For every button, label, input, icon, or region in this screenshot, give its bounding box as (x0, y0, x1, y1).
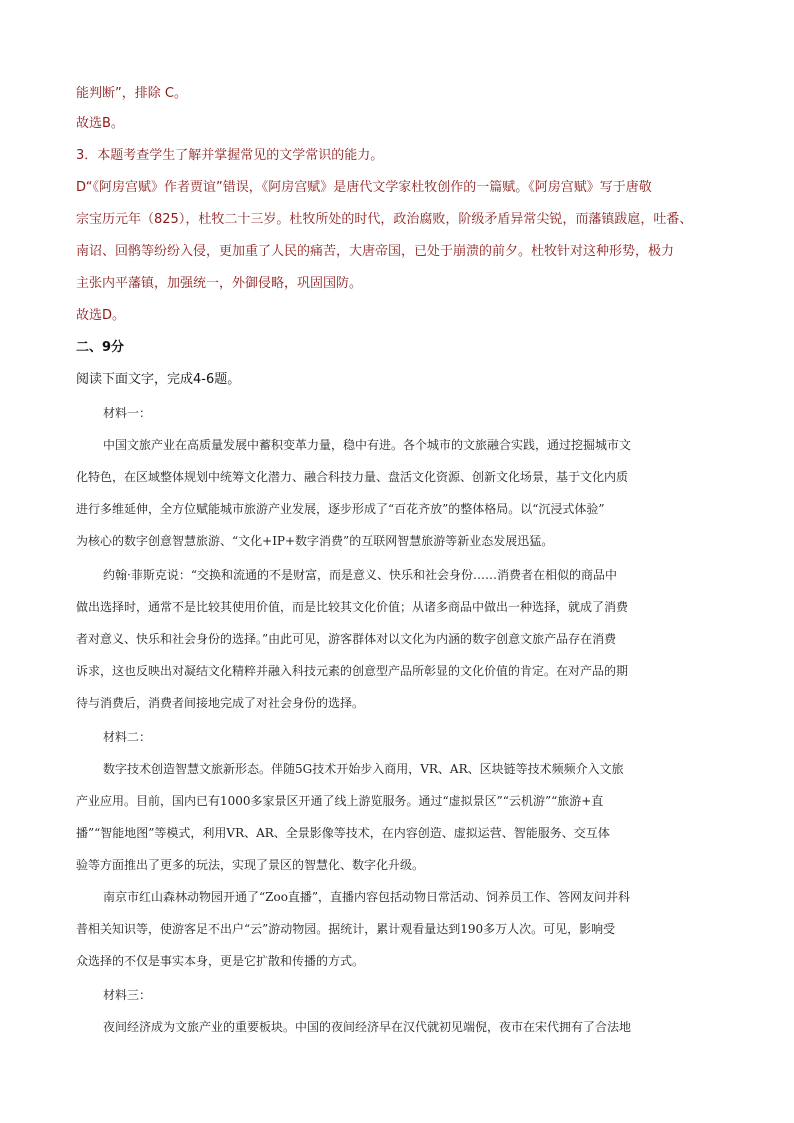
answer-line: 主张内平藩镇，加强统一，外御侵略，巩固国防。 (76, 276, 363, 291)
paragraph-line: 者对意义、快乐和社会身份的选择。”由此可见，游客群体对以文化为内涵的数字创意文旅产品存在消费 (76, 632, 617, 646)
answer-line: 南诏、回鹘等纷纷入侵，更加重了人民的痛苦，大唐帝国，已处于崩溃的前夕。杜牧针对这种形势，极力 (76, 244, 675, 259)
answer-line: 能判断”，排除 C。 (76, 86, 187, 101)
paragraph-line: 诉求，这也反映出对凝结文化精粹并融入科技元素的创意型产品所彰显的文化价值的肯定。在对产品的期 (76, 664, 629, 678)
answer-line: 故选B。 (76, 116, 124, 131)
paragraph-line: 夜间经济成为文旅产业的重要板块。中国的夜间经济早在汉代就初见端倪，夜市在宋代拥有了合法地 (103, 1020, 632, 1034)
paragraph-line: 化特色，在区域整体规划中统筹文化潜力、融合科技力量、盘活文化资源、创新文化场景，基于文化内质 (76, 470, 629, 484)
section-instruction: 阅读下面文字，完成4-6题。 (76, 372, 241, 387)
paragraph-line: 产业应用。目前，国内已有1000多家景区开通了线上游览服务。通过“虚拟景区”“云机游”“旅游+直 (76, 794, 604, 808)
section-heading: 二、9分 (76, 340, 125, 355)
paragraph-line: 播”“智能地图”等模式，利用VR、AR、全景影像等技术，在内容创造、虚拟运营、智能服务、交互体 (76, 826, 610, 840)
question-3-title: 3．本题考查学生了解并掌握常见的文学常识的能力。 (76, 148, 384, 163)
material-label: 材料一： (103, 406, 152, 420)
answer-line: D“《阿房宫赋》作者贾谊”错误，《阿房宫赋》是唐代文学家杜牧创作的一篇赋。《阿房宫赋》写于唐敬 (76, 180, 652, 195)
paragraph-line: 南京市红山森林动物园开通了“Zoo直播”，直播内容包括动物日常活动、饲养员工作、答网友问并科 (103, 890, 631, 904)
material-label: 材料三： (103, 988, 152, 1002)
paragraph-line: 中国文旅产业在高质量发展中蓄积变革力量，稳中有进。各个城市的文旅融合实践，通过挖掘城市文 (103, 438, 632, 452)
paragraph-line: 约翰·菲斯克说：“交换和流通的不是财富，而是意义、快乐和社会身份……消费者在相似的商品中 (103, 568, 617, 582)
paragraph-line: 为核心的数字创意智慧旅游、“文化+IP+数字消费”的互联网智慧旅游等新业态发展迅猛。 (76, 534, 554, 548)
answer-line: 宗宝历元年（825），杜牧二十三岁。杜牧所处的时代，政治腐败，阶级矛盾异常尖锐，而藩镇跋扈，吐番、 (76, 212, 693, 227)
paragraph-line: 进行多维延伸，全方位赋能城市旅游产业发展，逐步形成了“百花齐放”的整体格局。以“沉浸式体验” (76, 502, 605, 516)
paragraph-line: 众选择的不仅是事实本身，更是它扩散和传播的方式。 (76, 954, 365, 968)
paragraph-line: 普相关知识等，使游客足不出户“云”游动物园。据统计，累计观看量达到190多万人次。可见，影响受 (76, 922, 616, 936)
paragraph-line: 数字技术创造智慧文旅新形态。伴随5G技术开始步入商用，VR、AR、区块链等技术频频介入文旅 (103, 762, 624, 776)
paragraph-line: 做出选择时，通常不是比较其使用价值，而是比较其文化价值；从诸多商品中做出一种选择，就成了消费 (76, 600, 629, 614)
paragraph-line: 验等方面推出了更多的玩法，实现了景区的智慧化、数字化升级。 (76, 858, 425, 872)
material-label: 材料二： (103, 730, 152, 744)
answer-line: 故选D。 (76, 308, 126, 323)
paragraph-line: 待与消费后，消费者间接地完成了对社会身份的选择。 (76, 696, 365, 710)
